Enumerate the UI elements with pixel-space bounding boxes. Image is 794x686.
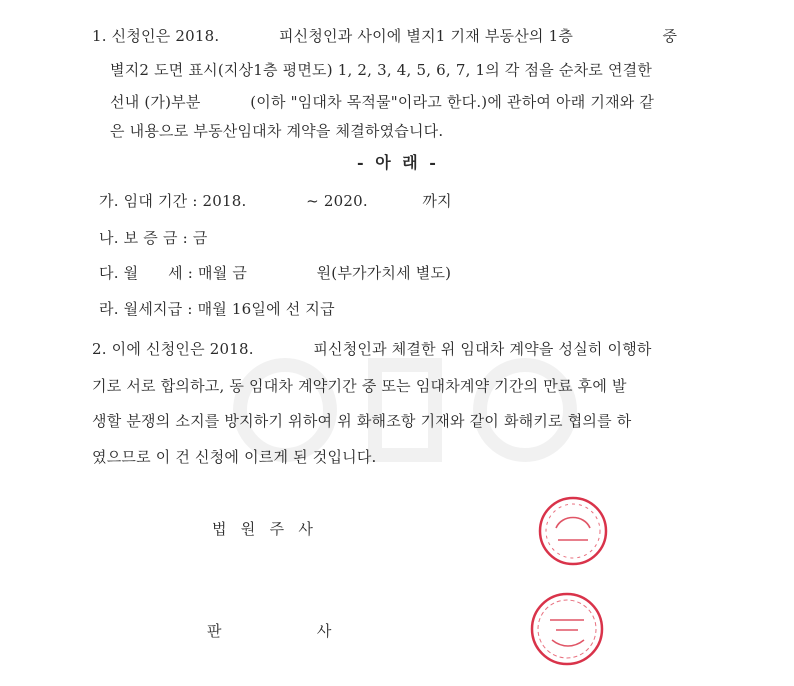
paragraph-2-line-4: 였으므로 이 건 신청에 이르게 된 것입니다. [92,448,377,466]
paragraph-1-line-4: 은 내용으로 부동산임대차 계약을 체결하였습니다. [110,122,444,140]
item-deposit: 나. 보 증 금 : 금 [99,229,208,247]
judge-label: 판 사 [207,622,332,640]
paragraph-2-line-2: 기로 서로 합의하고, 동 임대차 계약기간 중 또는 임대차계약 기간의 만료 후에 발 [92,377,627,395]
paragraph-2-line-1: 2. 이에 신청인은 2018. 피신청인과 체결한 위 임대차 계약을 성실히 이행하 [92,340,652,358]
paragraph-1-line-1: 1. 신청인은 2018. 피신청인과 사이에 별지1 기재 부동산의 1층 중 [92,27,678,45]
court-clerk-seal [536,494,610,568]
paragraph-1-line-3: 선내 (가)부분 (이하 "임대차 목적물"이라고 한다.)에 관하여 아래 기재와 같 [110,93,655,111]
item-monthly-rent: 다. 월 세 : 매월 금 원(부가가치세 별도) [99,264,452,282]
paragraph-1-line-2: 별지2 도면 표시(지상1층 평면도) 1, 2, 3, 4, 5, 6, 7, 1의 각 점을 순차로 연결한 [110,61,653,79]
paragraph-2-line-3: 생할 분쟁의 소지를 방지하기 위하여 위 화해조항 기재와 같이 화해키로 협의를 하 [92,412,632,430]
section-heading: - 아 래 - [357,153,439,172]
court-clerk-label: 법 원 주 사 [212,520,313,538]
judge-seal [528,590,606,668]
item-lease-period: 가. 임대 기간 : 2018. ~ 2020. 까지 [99,192,452,210]
item-rent-payment: 라. 월세지급 : 매월 16일에 선 지급 [99,300,335,318]
